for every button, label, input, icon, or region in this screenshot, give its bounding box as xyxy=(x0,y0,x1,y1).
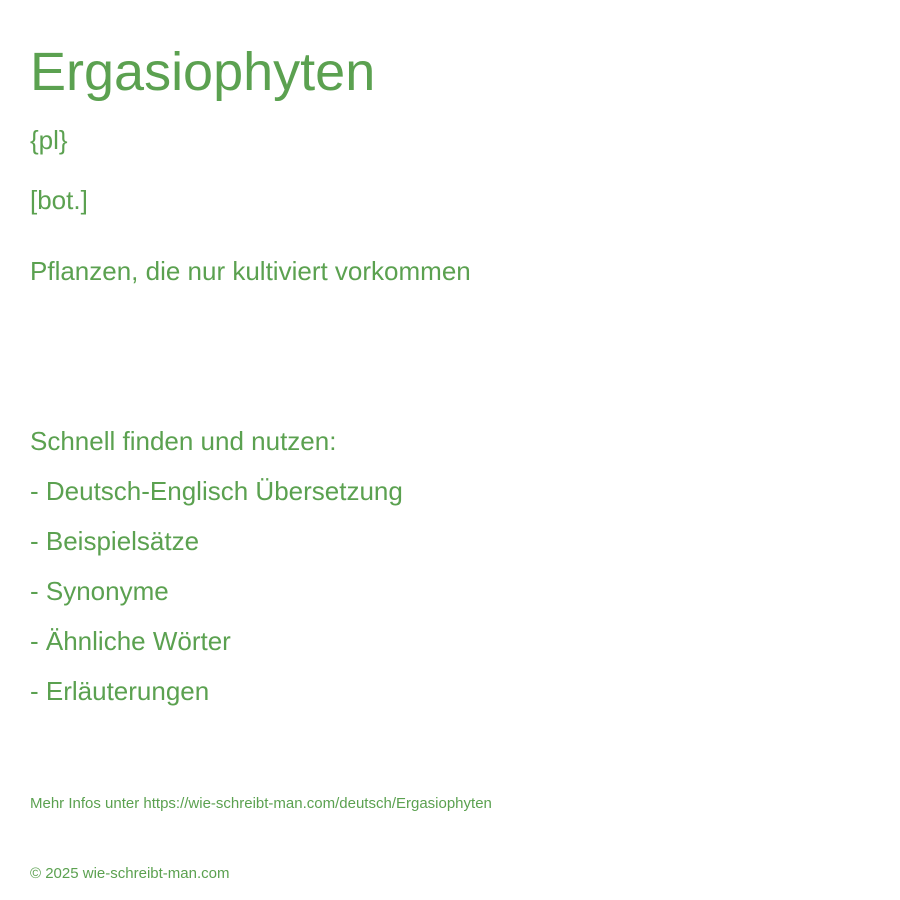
quick-link-similar-words: - Ähnliche Wörter xyxy=(30,626,231,656)
more-info-text: Mehr Infos unter https://wie-schreibt-man.com/deutsch/Ergasiophyten xyxy=(30,795,492,812)
quick-link-translation: - Deutsch-Englisch Übersetzung xyxy=(30,476,403,506)
copyright-text: © 2025 wie-schreibt-man.com xyxy=(30,865,230,882)
page-title: Ergasiophyten xyxy=(30,42,376,102)
page-content xyxy=(30,0,870,900)
quick-link-example-sentences: - Beispielsätze xyxy=(30,526,200,556)
quick-links-heading: Schnell finden und nutzen: xyxy=(30,426,337,456)
quick-links-list xyxy=(30,474,403,724)
definition-text: Pflanzen, die nur kultiviert vorkommen xyxy=(30,256,471,286)
domain-label: [bot.] xyxy=(30,185,88,215)
quick-link-synonyms: - Synonyme xyxy=(30,576,169,606)
quick-link-explanations: - Erläuterungen xyxy=(30,676,210,706)
grammar-label: {pl} xyxy=(30,125,68,155)
